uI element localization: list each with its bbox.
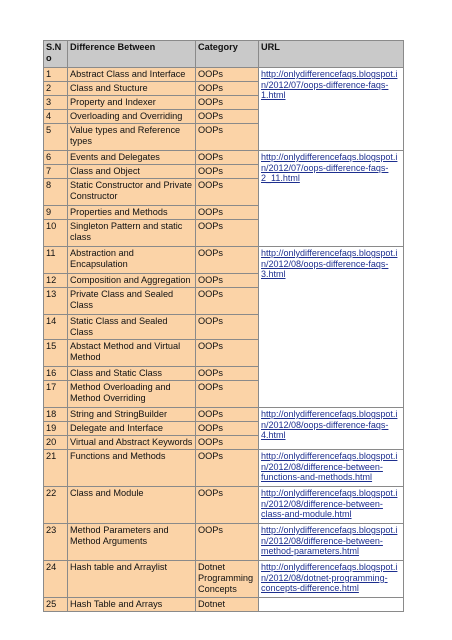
cell-difference: Class and Module	[68, 487, 196, 524]
table-row	[44, 450, 404, 487]
cell-category: OOPs	[196, 68, 259, 82]
cell-difference: Virtual and Abstract Keywords	[68, 436, 196, 450]
cell-sno: 20	[44, 436, 68, 450]
cell-category: OOPs	[196, 110, 259, 124]
cell-sno: 9	[44, 206, 68, 220]
cell-category: OOPs	[196, 315, 259, 340]
cell-category: OOPs	[196, 340, 259, 367]
cell-difference: Hash Table and Arrays	[68, 598, 196, 612]
cell-difference: Functions and Methods	[68, 450, 196, 487]
cell-difference: Abstact Method and Virtual Method	[68, 340, 196, 367]
table-row	[44, 151, 404, 165]
table-row	[44, 487, 404, 524]
cell-difference: Class and Stucture	[68, 82, 196, 96]
header-category: Category	[196, 41, 259, 68]
cell-category: OOPs	[196, 524, 259, 561]
cell-category: OOPs	[196, 381, 259, 408]
cell-difference: Value types and Reference types	[68, 124, 196, 151]
url-link[interactable]: http://onlydifferencefaqs.blogspot.in/2012/08/dotnet-programming-concepts-difference.html	[259, 561, 404, 598]
cell-sno: 22	[44, 487, 68, 524]
table-row	[44, 598, 404, 612]
cell-difference: Class and Static Class	[68, 367, 196, 381]
cell-sno: 11	[44, 247, 68, 274]
cell-sno: 7	[44, 165, 68, 179]
url-link[interactable]: http://onlydifferencefaqs.blogspot.in/2012/07/oops-difference-faqs-1.html	[259, 68, 404, 151]
cell-category: OOPs	[196, 408, 259, 422]
cell-difference: Hash table and Arraylist	[68, 561, 196, 598]
cell-category: OOPs	[196, 124, 259, 151]
table-row	[44, 408, 404, 422]
cell-sno: 23	[44, 524, 68, 561]
cell-difference: Properties and Methods	[68, 206, 196, 220]
cell-difference: String and StringBuilder	[68, 408, 196, 422]
header-difference: Difference Between	[68, 41, 196, 68]
cell-category: OOPs	[196, 436, 259, 450]
cell-sno: 2	[44, 82, 68, 96]
cell-category: OOPs	[196, 151, 259, 165]
url-link[interactable]: http://onlydifferencefaqs.blogspot.in/2012/08/oops-difference-faqs-4.html	[259, 408, 404, 450]
url-link[interactable]: http://onlydifferencefaqs.blogspot.in/2012/08/difference-between-functions-and-methods.html	[259, 450, 404, 487]
url-link[interactable]: http://onlydifferencefaqs.blogspot.in/2012/08/difference-between-method-parameters.html	[259, 524, 404, 561]
url-link[interactable]: http://onlydifferencefaqs.blogspot.in/2012/08/oops-difference-faqs-3.html	[259, 247, 404, 408]
cell-difference: Abstraction and Encapsulation	[68, 247, 196, 274]
cell-category: OOPs	[196, 367, 259, 381]
cell-sno: 15	[44, 340, 68, 367]
cell-category: OOPs	[196, 165, 259, 179]
cell-sno: 17	[44, 381, 68, 408]
cell-sno: 4	[44, 110, 68, 124]
cell-difference: Events and Delegates	[68, 151, 196, 165]
cell-difference: Static Class and Sealed Class	[68, 315, 196, 340]
cell-category: OOPs	[196, 487, 259, 524]
cell-sno: 10	[44, 220, 68, 247]
differences-table	[43, 40, 404, 612]
table-row	[44, 247, 404, 274]
cell-sno: 18	[44, 408, 68, 422]
url-link[interactable]: http://onlydifferencefaqs.blogspot.in/2012/07/oops-difference-faqs-2_11.html	[259, 151, 404, 247]
cell-category: OOPs	[196, 450, 259, 487]
cell-sno: 16	[44, 367, 68, 381]
cell-sno: 1	[44, 68, 68, 82]
cell-category: OOPs	[196, 82, 259, 96]
cell-difference: Overloading and Overriding	[68, 110, 196, 124]
cell-difference: Method Parameters and Method Arguments	[68, 524, 196, 561]
cell-category: OOPs	[196, 220, 259, 247]
cell-category: OOPs	[196, 206, 259, 220]
cell-sno: 24	[44, 561, 68, 598]
cell-sno: 12	[44, 274, 68, 288]
table-row	[44, 68, 404, 82]
cell-difference: Singleton Pattern and static class	[68, 220, 196, 247]
cell-sno: 25	[44, 598, 68, 612]
cell-sno: 6	[44, 151, 68, 165]
cell-difference: Delegate and Interface	[68, 422, 196, 436]
cell-difference: Static Constructor and Private Constructor	[68, 179, 196, 206]
cell-sno: 13	[44, 288, 68, 315]
cell-difference: Abstract Class and Interface	[68, 68, 196, 82]
url-link[interactable]: http://onlydifferencefaqs.blogspot.in/2012/08/difference-between-class-and-module.html	[259, 487, 404, 524]
cell-difference: Private Class and Sealed Class	[68, 288, 196, 315]
cell-category: OOPs	[196, 96, 259, 110]
table-row	[44, 524, 404, 561]
header-url: URL	[259, 41, 404, 68]
cell-category: OOPs	[196, 179, 259, 206]
cell-sno: 3	[44, 96, 68, 110]
table-row	[44, 561, 404, 598]
cell-sno: 21	[44, 450, 68, 487]
cell-category: Dotnet	[196, 598, 259, 612]
cell-sno: 5	[44, 124, 68, 151]
cell-category: OOPs	[196, 422, 259, 436]
cell-difference: Method Overloading and Method Overriding	[68, 381, 196, 408]
cell-category: OOPs	[196, 288, 259, 315]
cell-sno: 8	[44, 179, 68, 206]
cell-difference: Composition and Aggregation	[68, 274, 196, 288]
cell-difference: Property and Indexer	[68, 96, 196, 110]
cell-difference: Class and Object	[68, 165, 196, 179]
table-header-row	[44, 41, 404, 68]
cell-category: OOPs	[196, 274, 259, 288]
cell-category: Dotnet Programming Concepts	[196, 561, 259, 598]
document-page	[43, 40, 404, 612]
cell-category: OOPs	[196, 247, 259, 274]
cell-sno: 19	[44, 422, 68, 436]
header-sno: S.No	[44, 41, 68, 68]
cell-url-empty	[259, 598, 404, 612]
cell-sno: 14	[44, 315, 68, 340]
